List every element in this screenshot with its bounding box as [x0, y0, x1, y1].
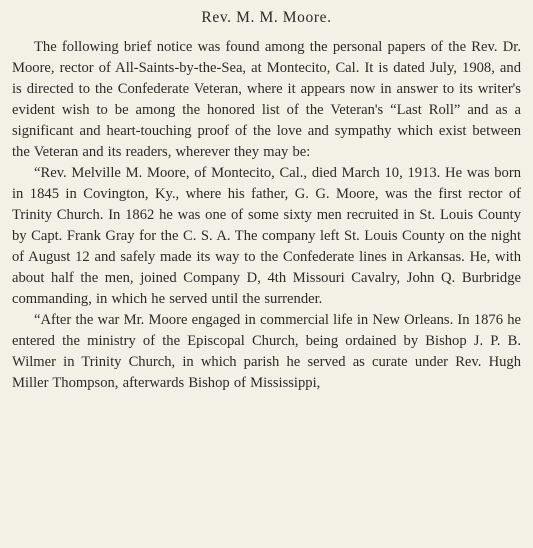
article-paragraph-career: “After the war Mr. Moore engaged in commercial life in New Orleans. In 1876 he entered the ministry of the Episcopal Church, being ordained by Bishop J. P. B. Wilmer in Trinity Church, in which parish he served as curate under Rev. Hugh Miller Thompson, afterwards Bishop of Mississippi, [12, 312, 521, 391]
article-title: Rev. M. M. Moore. [201, 9, 332, 26]
article-paragraph-intro: The following brief notice was found among the personal papers of the Rev. Dr. Moore, rector of All-Saints-by-the-Sea, at Montecito, Cal. It is dated July, 1908, and is directed to the Confederate Veteran, where it appears now in answer to its writer's evident wish to be among the honored list of the Veteran's “Last Roll” and as a significant and heart-touching proof of the love and sympathy which exist between the Veteran and its readers, wherever they may be: [12, 39, 521, 160]
article-paragraph-obituary: “Rev. Melville M. Moore, of Montecito, Cal., died March 10, 1913. He was born in 1845 in Covington, Ky., where his father, G. G. Moore, was the first rector of Trinity Church. In 1862 he was one of some sixty men recruited in St. Louis County by Capt. Frank Gray for the C. S. A. The company left St. Louis County on the night of August 12 and safely made its way to the Confederate lines in Arkansas. He, with about half the men, joined Company D, 4th Missouri Cavalry, John Q. Burbridge commanding, in which he served until the surrender. [12, 165, 521, 307]
